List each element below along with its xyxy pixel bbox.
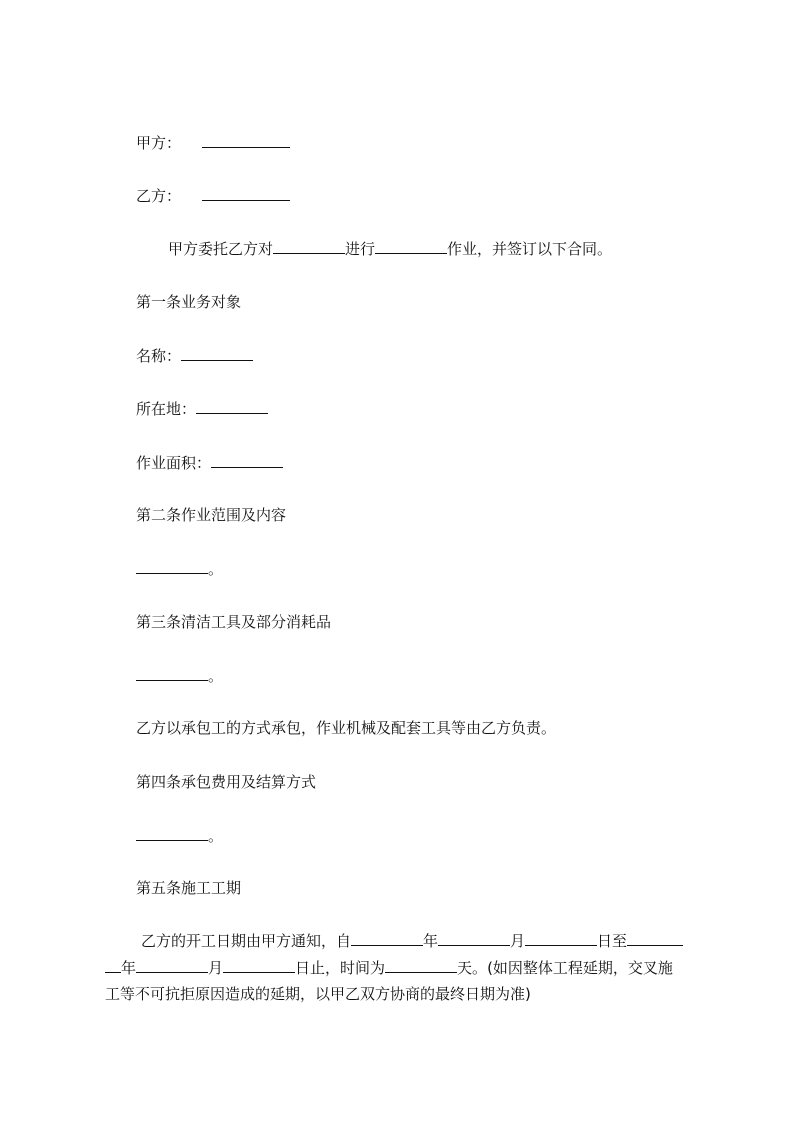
- end-month-blank[interactable]: [136, 957, 208, 973]
- schedule-remark-b: 工等不可抗拒原因造成的延期，以甲乙双方协商的最终日期为准): [105, 985, 531, 1003]
- article2-content-line: [136, 558, 223, 580]
- party-b-label: 乙方：: [136, 187, 182, 205]
- area-blank[interactable]: [211, 452, 283, 468]
- end-year-blank-part1[interactable]: [627, 930, 683, 946]
- article3-content-blank[interactable]: [136, 665, 208, 681]
- intro-text-1: 甲方委托乙方对: [168, 240, 274, 258]
- location-line: [136, 398, 268, 420]
- article3-period: 。: [208, 667, 224, 685]
- article1-title: 第一条业务对象: [136, 293, 242, 311]
- location-label: 所在地：: [136, 400, 197, 418]
- location-blank[interactable]: [196, 398, 268, 414]
- article5-title: 第五条施工工期: [136, 879, 242, 897]
- end-month-label: 月: [208, 959, 224, 977]
- article2-title: 第二条作业范围及内容: [136, 506, 287, 524]
- article4-content-blank[interactable]: [136, 825, 208, 841]
- article2-content-blank[interactable]: [136, 558, 208, 574]
- intro-object-blank[interactable]: [273, 238, 345, 254]
- party-a-line: [136, 132, 290, 154]
- end-year-blank-part2[interactable]: [105, 957, 121, 973]
- start-day-to-label: 日至: [597, 932, 628, 950]
- article4-title: 第四条承包费用及结算方式: [136, 773, 317, 791]
- area-line: [136, 452, 283, 474]
- end-day-label: 日止，时间为: [295, 959, 386, 977]
- article3-title: 第三条清洁工具及部分消耗品: [136, 613, 332, 631]
- start-year-blank[interactable]: [351, 930, 423, 946]
- party-a-blank[interactable]: [202, 132, 290, 148]
- article4-content-line: [136, 825, 223, 847]
- name-line: [136, 345, 253, 367]
- schedule-line-2: [105, 957, 673, 979]
- name-label: 名称：: [136, 347, 182, 365]
- party-a-label: 甲方：: [136, 134, 182, 152]
- end-year-label: 年: [121, 959, 137, 977]
- party-b-blank[interactable]: [202, 185, 290, 201]
- start-month-label: 月: [510, 932, 526, 950]
- end-day-blank[interactable]: [223, 957, 295, 973]
- name-blank[interactable]: [181, 345, 253, 361]
- party-b-line: [136, 185, 290, 207]
- duration-days-label: 天。: [457, 959, 488, 977]
- article4-period: 。: [208, 827, 224, 845]
- schedule-start-text: 乙方的开工日期由甲方通知，自: [141, 932, 352, 950]
- intro-text-2: 进行: [345, 240, 376, 258]
- start-year-label: 年: [423, 932, 439, 950]
- area-label: 作业面积：: [136, 454, 212, 472]
- article3-content-line: [136, 665, 223, 687]
- intro-text-3: 作业，并签订以下合同。: [447, 240, 613, 258]
- start-day-blank[interactable]: [525, 930, 597, 946]
- duration-blank[interactable]: [385, 957, 457, 973]
- intro-work-blank[interactable]: [375, 238, 447, 254]
- article2-period: 。: [208, 560, 224, 578]
- start-month-blank[interactable]: [438, 930, 510, 946]
- schedule-line-1: [141, 930, 683, 952]
- article3-note: 乙方以承包工的方式承包，作业机械及配套工具等由乙方负责。: [136, 719, 557, 737]
- intro-line: [168, 238, 612, 260]
- schedule-remark-a: (如因整体工程延期，交叉施: [487, 959, 673, 977]
